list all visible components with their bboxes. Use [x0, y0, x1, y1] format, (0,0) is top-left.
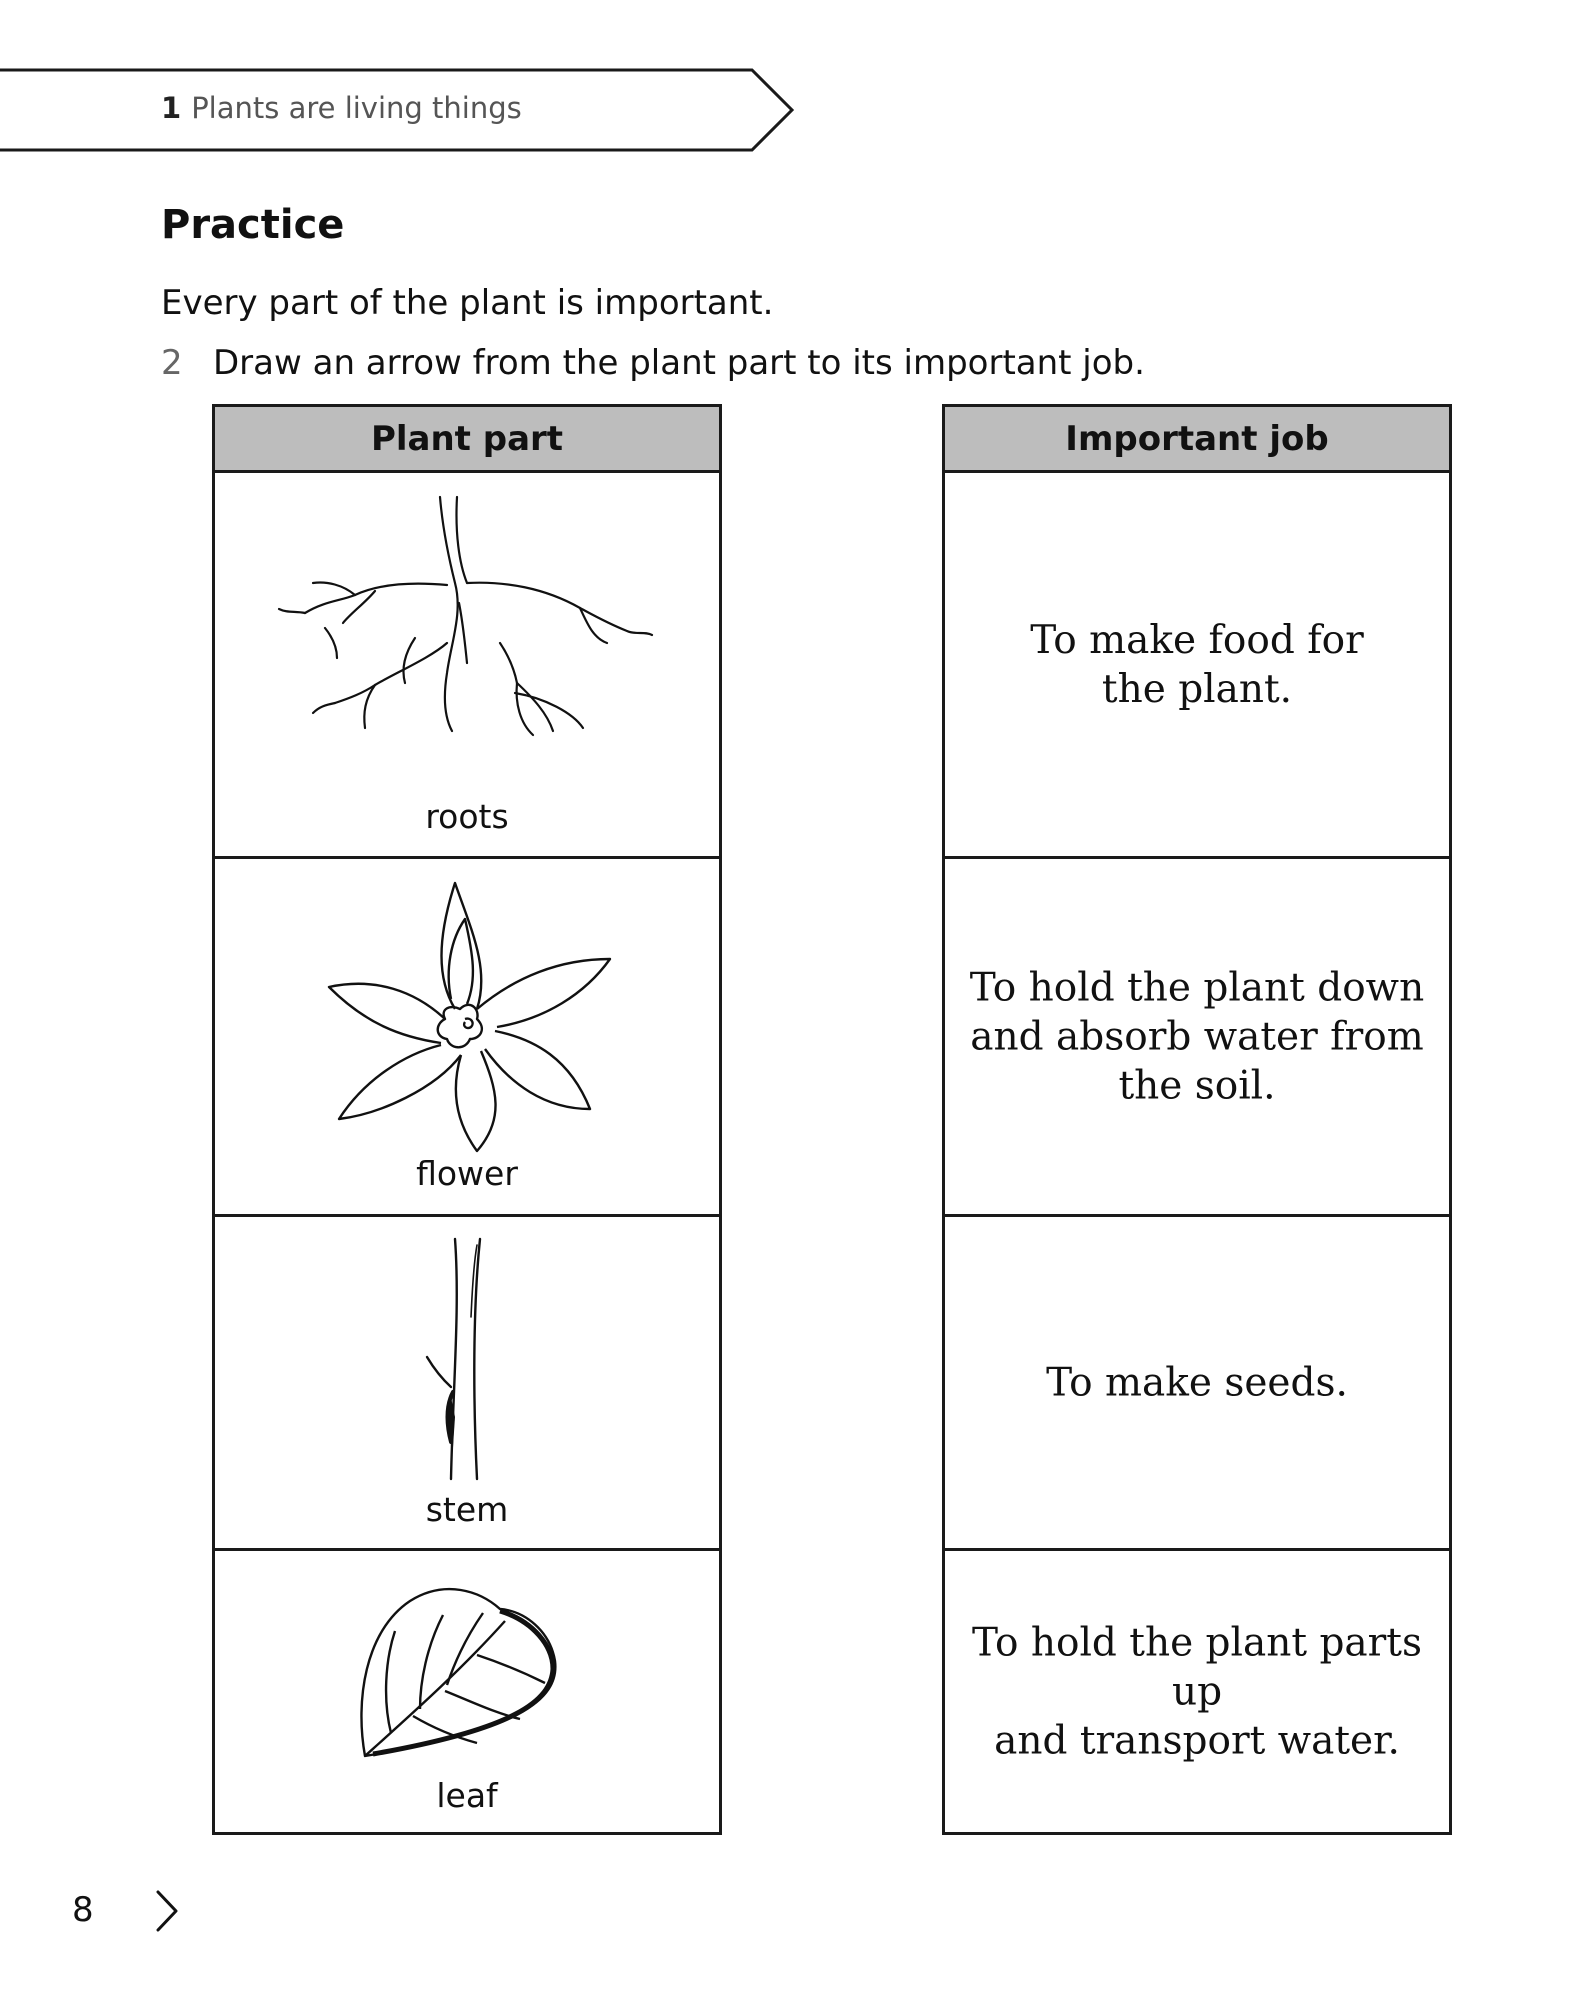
job-cell-2[interactable]: [945, 859, 1449, 1217]
plant-part-cell-flower[interactable]: [215, 859, 719, 1217]
job-cell-1[interactable]: [945, 473, 1449, 859]
job-1-line-1: To make food for: [1030, 617, 1364, 663]
job-2-line-2: and absorb water from: [970, 1014, 1424, 1059]
important-job-table: [942, 404, 1452, 1835]
chapter-title: Plants are living things: [191, 91, 522, 125]
job-2-line-1: To hold the plant down: [969, 965, 1425, 1010]
plant-part-label-roots: roots: [425, 797, 509, 836]
plant-part-label-stem: stem: [425, 1490, 509, 1529]
plant-part-header: Plant part: [215, 407, 719, 473]
page-number: 8: [72, 1890, 94, 1930]
job-2-line-3: the soil.: [1118, 1063, 1276, 1108]
chevron-right-icon[interactable]: [152, 1888, 182, 1934]
plant-part-cell-roots[interactable]: [215, 473, 719, 859]
job-cell-4[interactable]: [945, 1551, 1449, 1832]
plant-part-table: [212, 404, 722, 1835]
job-4-line-2: and transport water.: [994, 1718, 1400, 1763]
question-text: Draw an arrow from the plant part to its important job.: [213, 343, 1145, 383]
plant-part-label-flower: flower: [416, 1154, 518, 1193]
job-text-2: [945, 963, 1449, 1110]
job-cell-3[interactable]: [945, 1217, 1449, 1551]
job-text-4: [945, 1618, 1449, 1765]
chapter-number: 1: [161, 91, 182, 125]
job-text-3: [945, 1358, 1449, 1407]
important-job-header: Important job: [945, 407, 1449, 473]
banner-text: [161, 91, 522, 125]
job-3-line-1: To make seeds.: [1046, 1360, 1348, 1405]
question: [161, 343, 1145, 383]
plant-part-label-leaf: leaf: [436, 1776, 498, 1815]
section-heading: Practice: [161, 202, 345, 248]
intro-text: Every part of the plant is important.: [161, 283, 774, 323]
chapter-banner: [0, 68, 800, 152]
plant-part-cell-leaf[interactable]: [215, 1551, 719, 1832]
job-4-line-1: To hold the plant parts up: [972, 1620, 1422, 1714]
job-text-1: [945, 616, 1449, 714]
question-number: 2: [161, 343, 183, 383]
plant-part-cell-stem[interactable]: [215, 1217, 719, 1551]
job-1-line-2: the plant.: [1101, 666, 1293, 712]
